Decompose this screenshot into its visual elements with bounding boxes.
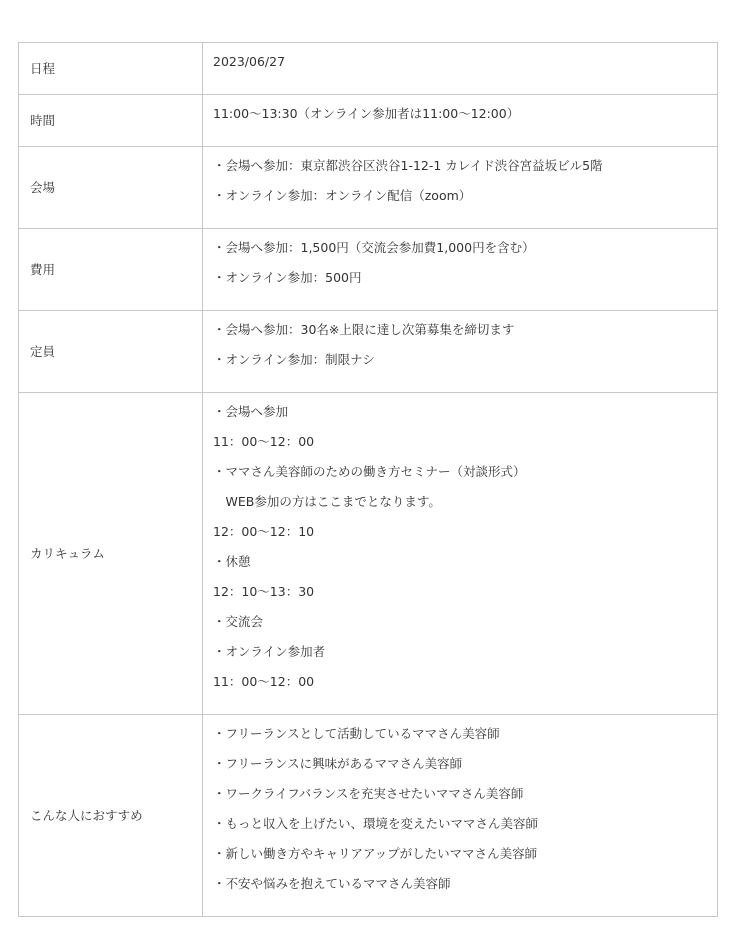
row-value-line: ・不安や悩みを抱えているママさん美容師 — [213, 876, 451, 891]
row-value-lines — [213, 43, 709, 94]
row-value-line: 12：00～12：10 — [213, 524, 315, 539]
row-value-line: ・会場へ参加：東京都渋谷区渋谷1-12-1 カレイド渋谷宮益坂ビル5階 — [213, 158, 603, 173]
info-row — [19, 229, 718, 311]
row-value-cell — [203, 229, 718, 311]
row-label: カリキュラム — [30, 545, 105, 561]
row-value-line: ・ママさん美容師のための働き方セミナー（対談形式） — [213, 464, 526, 479]
row-value-cell — [203, 715, 718, 917]
row-value-line: 12：10～13：30 — [213, 584, 315, 599]
row-label-cell — [19, 147, 203, 229]
event-info-table — [18, 42, 718, 917]
row-label-cell — [19, 229, 203, 311]
row-value-cell — [203, 147, 718, 229]
info-row — [19, 95, 718, 147]
row-value-line: ・休憩 — [213, 554, 251, 569]
info-row — [19, 311, 718, 393]
row-value-line: WEB参加の方はここまでとなります。 — [213, 494, 441, 509]
row-value-line: 11：00～12：00 — [213, 434, 315, 449]
row-value-cell — [203, 311, 718, 393]
info-row — [19, 715, 718, 917]
row-value-line: ・会場へ参加 — [213, 404, 289, 419]
row-label-cell — [19, 311, 203, 393]
row-value-line: ・もっと収入を上げたい、環境を変えたいママさん美容師 — [213, 816, 539, 831]
row-value-line: ・交流会 — [213, 614, 264, 629]
row-value-lines — [213, 95, 709, 146]
row-label: 時間 — [30, 112, 56, 128]
info-row — [19, 393, 718, 715]
row-label-cell — [19, 43, 203, 95]
row-label-cell — [19, 95, 203, 147]
row-value-lines — [213, 311, 709, 392]
row-value-line: 11：00～12：00 — [213, 674, 315, 689]
event-info-table-body — [19, 43, 718, 917]
row-value-cell — [203, 95, 718, 147]
row-value-line: 2023/06/27 — [213, 54, 286, 69]
row-label-cell — [19, 715, 203, 917]
row-value-line: ・オンライン参加：500円 — [213, 270, 362, 285]
row-value-line: ・オンライン参加：制限ナシ — [213, 352, 375, 367]
row-label: 定員 — [30, 343, 56, 359]
row-value-lines — [213, 147, 709, 228]
row-value-line: ・ワークライフバランスを充実させたいママさん美容師 — [213, 786, 524, 801]
row-value-line: ・新しい働き方やキャリアアップがしたいママさん美容師 — [213, 846, 538, 861]
info-row — [19, 147, 718, 229]
row-value-lines — [213, 393, 709, 714]
row-label: 日程 — [30, 60, 56, 76]
info-row — [19, 43, 718, 95]
row-value-line: ・フリーランスとして活動しているママさん美容師 — [213, 726, 500, 741]
row-value-cell — [203, 43, 718, 95]
row-value-line: ・オンライン参加：オンライン配信（zoom） — [213, 188, 472, 203]
row-value-lines — [213, 229, 709, 310]
row-value-cell — [203, 393, 718, 715]
row-label: 費用 — [30, 261, 56, 277]
row-value-line: ・フリーランスに興味があるママさん美容師 — [213, 756, 463, 771]
row-label-cell — [19, 393, 203, 715]
row-label: こんな人におすすめ — [30, 807, 143, 823]
row-value-line: ・オンライン参加者 — [213, 644, 326, 659]
row-value-line: ・会場へ参加：30名※上限に達し次第募集を締切ます — [213, 322, 515, 337]
row-value-line: 11:00～13:30（オンライン参加者は11:00～12:00） — [213, 106, 520, 121]
row-label: 会場 — [30, 179, 56, 195]
row-value-lines — [213, 715, 709, 916]
row-value-line: ・会場へ参加：1,500円（交流会参加費1,000円を含む） — [213, 240, 535, 255]
